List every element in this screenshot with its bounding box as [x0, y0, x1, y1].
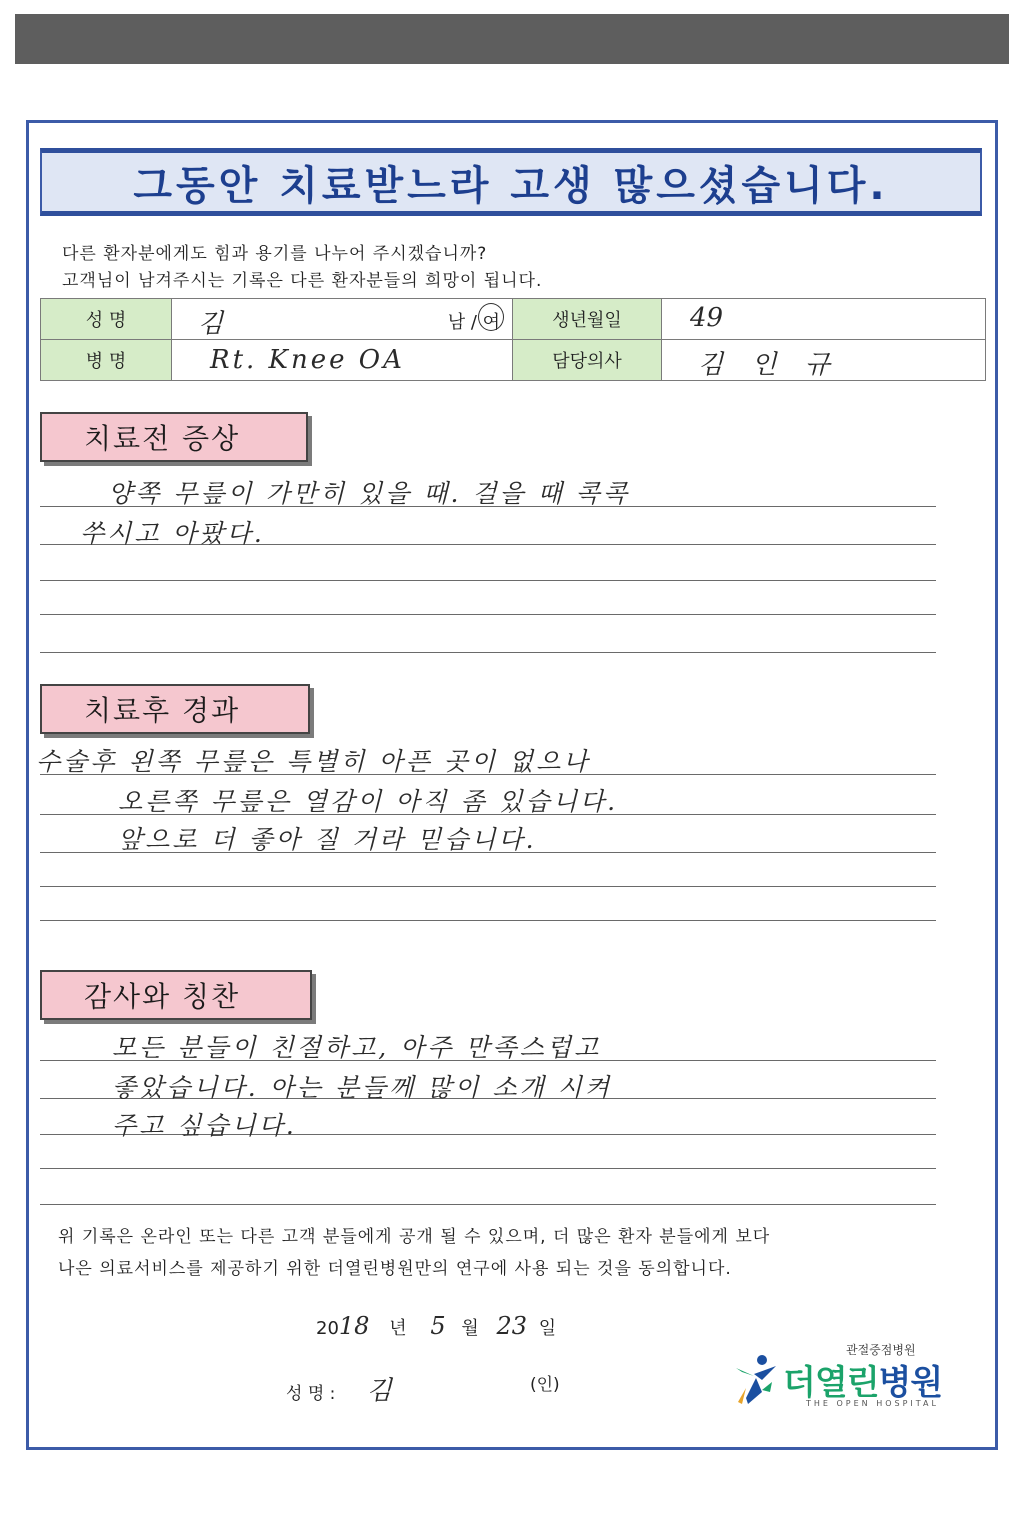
ruled-line	[40, 886, 936, 887]
birth-value: 49	[690, 303, 724, 333]
birth-cell	[662, 299, 986, 340]
disease-cell	[172, 340, 513, 381]
date-year-prefix: 20	[316, 1318, 339, 1339]
doctor-cell	[662, 340, 986, 381]
date-day-unit: 일	[538, 1318, 557, 1339]
hospital-logo-icon	[732, 1352, 782, 1410]
doctor-value: 김 인 규	[698, 350, 840, 380]
name-cell	[172, 299, 513, 340]
consent-line-2: 나은 의료서비스를 제공하기 위한 더열린병원만의 연구에 사용 되는 것을 동의합니다.	[58, 1259, 732, 1279]
section-heading-thanks: 감사와 칭찬	[40, 970, 312, 1020]
signature-label: 성 명 :	[286, 1384, 336, 1404]
date-year-unit: 년	[389, 1318, 407, 1339]
date-month: 5	[430, 1312, 446, 1340]
ruled-line	[40, 1168, 936, 1169]
thanks-text-line-1: 모든 분들이 친절하고, 아주 만족스럽고	[112, 1033, 602, 1062]
date-line	[316, 1312, 556, 1340]
intro-line-1: 다른 환자분에게도 힘과 용기를 나누어 주시겠습니까?	[62, 244, 488, 264]
after-text-line-3: 앞으로 더 좋아 질 거라 믿습니다.	[118, 825, 537, 854]
after-text-line-1: 수술후 왼쪽 무릎은 특별히 아픈 곳이 없으나	[36, 747, 591, 776]
before-text-line-2: 쑤시고 아팠다.	[80, 519, 265, 548]
scan-top-bar	[15, 14, 1009, 64]
gender-label: 남 / 여	[447, 312, 500, 333]
thanks-text-line-2: 좋았습니다. 아는 분들께 많이 소개 시켜	[112, 1073, 613, 1102]
name-label: 성 명	[41, 299, 172, 340]
after-text-line-2: 오른쪽 무릎은 열감이 아직 좀 있습니다.	[118, 787, 619, 816]
seal-mark: (인)	[530, 1375, 560, 1395]
date-year-hand: 18	[338, 1312, 370, 1340]
patient-info-table	[40, 298, 986, 381]
birth-label: 생년월일	[513, 299, 662, 340]
date-month-unit: 월	[461, 1318, 479, 1339]
ruled-line	[40, 580, 936, 581]
logo-name	[783, 1355, 942, 1404]
gender-circle-mark	[478, 303, 504, 331]
ruled-line	[40, 652, 936, 653]
logo-name-green: 더열린	[783, 1363, 879, 1403]
ruled-line	[40, 614, 936, 615]
signature-line	[286, 1370, 392, 1407]
doctor-label: 담당의사	[513, 340, 662, 381]
logo-english: THE OPEN HOSPITAL	[806, 1399, 939, 1408]
section-heading-after: 치료후 경과	[40, 684, 310, 734]
intro-line-2: 고객님이 남겨주시는 기록은 다른 환자분들의 희망이 됩니다.	[62, 271, 543, 291]
thanks-text-line-3: 주고 싶습니다.	[112, 1111, 297, 1140]
section-heading-before: 치료전 증상	[40, 412, 308, 462]
logo-tagline: 관절중점병원	[846, 1343, 916, 1357]
form-title-box	[40, 148, 982, 216]
date-day: 23	[496, 1312, 527, 1340]
name-value: 김	[198, 309, 224, 339]
disease-label: 병 명	[41, 340, 172, 381]
before-text-line-1: 양쪽 무릎이 가만히 있을 때. 걸을 때 콕콕	[108, 479, 630, 508]
form-title: 그동안 치료받느라 고생 많으셨습니다.	[133, 162, 889, 209]
ruled-line	[40, 1204, 936, 1205]
logo-name-blue: 병원	[878, 1363, 943, 1403]
signature-value: 김	[366, 1376, 392, 1406]
disease-value: Rt. Knee OA	[210, 345, 405, 375]
consent-line-1: 위 기록은 온라인 또는 다른 고객 분들에게 공개 될 수 있으며, 더 많은 환자 분들에게 보다	[58, 1227, 771, 1247]
ruled-line	[40, 920, 936, 921]
